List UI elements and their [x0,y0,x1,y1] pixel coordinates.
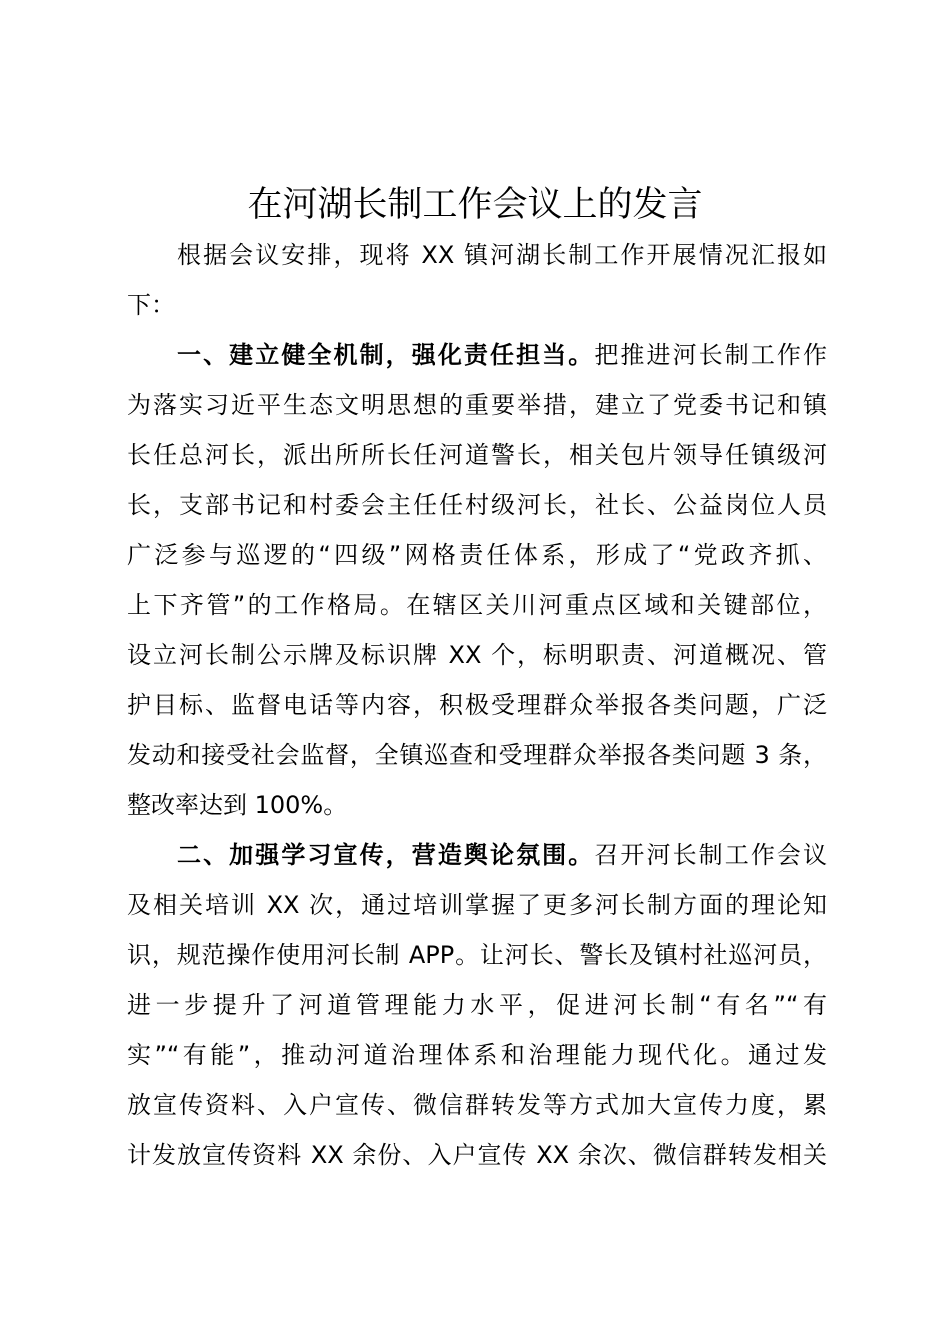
intro-line: 下： [127,291,175,319]
paragraph-line: 上下齐管”的工作格局。在辖区关川河重点区域和关键部位， [127,591,827,619]
paragraph-line: 及相关培训 XX 次，通过培训掌握了更多河长制方面的理论知 [127,891,827,919]
paragraph-line: 为落实习近平生态文明思想的重要举措，建立了党委书记和镇 [127,391,827,419]
paragraph-line: 发动和接受社会监督，全镇巡查和受理群众举报各类问题 3 条， [127,741,827,769]
document-body [127,230,827,1180]
document-title: 在河湖长制工作会议上的发言 [247,185,703,225]
paragraph-text: 召开河长制工作会议 [594,841,827,869]
paragraph-line: 广泛参与巡逻的“四级”网格责任体系，形成了“党政齐抓、 [127,541,827,569]
paragraph-line: 放宣传资料、入户宣传、微信群转发等方式加大宣传力度，累 [127,1091,827,1119]
intro-line: 根据会议安排，现将 XX 镇河湖长制工作开展情况汇报如 [177,241,827,269]
paragraph-line: 识，规范操作使用河长制 APP。让河长、警长及镇村社巡河员， [127,941,827,969]
section-2-heading: 二、加强学习宣传，营造舆论氛围。 [177,841,595,869]
paragraph-line: 实”“有能”，推动河道治理体系和治理能力现代化。通过发 [127,1041,827,1069]
paragraph-text: 把推进河长制工作作 [594,341,827,369]
section-2-first-line [127,830,827,880]
section-1-first-line [127,330,827,380]
section-1-heading: 一、建立健全机制，强化责任担当。 [177,341,595,369]
paragraph-line: 护目标、监督电话等内容，积极受理群众举报各类问题，广泛 [127,691,827,719]
paragraph-line: 计发放宣传资料 XX 余份、入户宣传 XX 余次、微信群转发相关 [127,1141,827,1169]
paragraph-line: 长任总河长，派出所所长任河道警长，相关包片领导任镇级河 [127,441,827,469]
paragraph-line: 长，支部书记和村委会主任任村级河长，社长、公益岗位人员 [127,491,827,519]
paragraph-line: 整改率达到 100%。 [127,791,348,819]
paragraph-line: 设立河长制公示牌及标识牌 XX 个，标明职责、河道概况、管 [127,641,827,669]
paragraph-line: 进一步提升了河道管理能力水平，促进河长制“有名”“有 [127,991,827,1019]
